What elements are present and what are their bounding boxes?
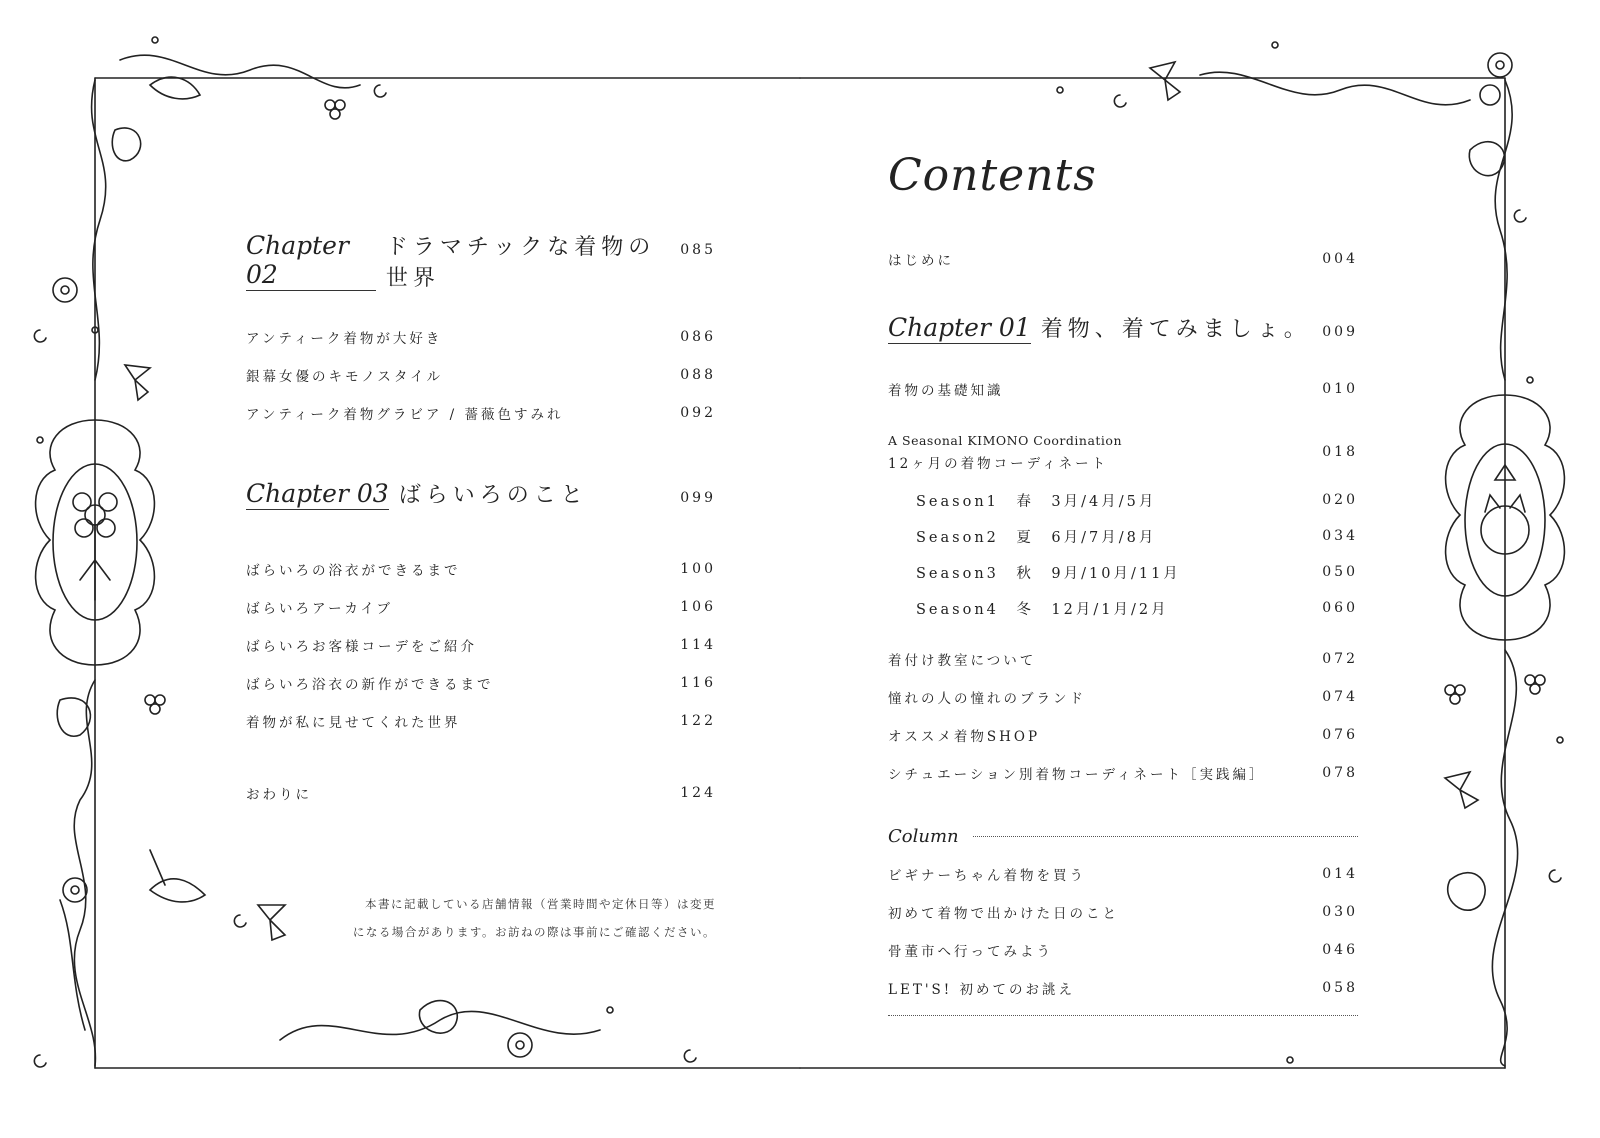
toc-item[interactable]	[246, 550, 716, 588]
dotted-rule	[973, 836, 1358, 837]
toc-item[interactable]	[246, 318, 716, 356]
toc-item-title: はじめに	[888, 253, 954, 269]
note-line: 本書に記載している店舗情報（営業時間や定休日等）は変更	[365, 897, 716, 911]
toc-item-title: ばらいろの浴衣ができるまで	[246, 563, 461, 579]
toc-item-title: 憧れの人の憧れのブランド	[888, 691, 1086, 707]
column-label: Column	[888, 826, 959, 847]
toc-item-title: 12ヶ月の着物コーディネート	[888, 455, 1109, 472]
toc-item-title: Season1 春 3月/4月/5月	[916, 493, 1157, 510]
toc-item-season[interactable]	[888, 590, 1358, 626]
page-number: 030	[1322, 904, 1358, 920]
toc-item-title: アンティーク着物が大好き	[246, 331, 443, 347]
page-number: 088	[680, 367, 716, 383]
page-number: 124	[680, 785, 716, 801]
page-number: 085	[680, 242, 716, 258]
toc-item-column[interactable]	[888, 855, 1358, 893]
toc-item-season[interactable]	[888, 482, 1358, 518]
toc-item-season[interactable]	[888, 554, 1358, 590]
contents-title: Contents	[888, 150, 1097, 201]
page-number: 114	[680, 637, 716, 653]
dotted-rule	[888, 1015, 1358, 1016]
toc-item-title: 骨董市へ行ってみよう	[888, 944, 1053, 960]
toc-item[interactable]	[246, 626, 716, 664]
toc-item-title: アンティーク着物グラビア / 薔薇色すみれ	[246, 407, 564, 423]
toc-item-title: ビギナーちゃん着物を買う	[888, 868, 1086, 884]
toc-item-title: オススメ着物SHOP	[888, 729, 1041, 745]
toc-item-season[interactable]	[888, 518, 1358, 554]
toc-item[interactable]	[888, 640, 1358, 678]
chapter-title: 着物、着てみましょ。	[1040, 317, 1311, 342]
page-number: 122	[680, 713, 716, 729]
page-number: 020	[1322, 492, 1358, 508]
chapter-title: ドラマチックな着物の世界	[385, 235, 656, 291]
toc-item-title: Season3 秋 9月/10月/11月	[916, 565, 1181, 582]
chapter-03-heading[interactable]	[246, 478, 716, 510]
toc-item[interactable]	[246, 588, 716, 626]
chapter-01-heading[interactable]	[888, 312, 1358, 344]
page-number: 099	[680, 490, 716, 506]
chapter-label: Chapter 01	[888, 313, 1031, 342]
toc-item-title: ばらいろ浴衣の新作ができるまで	[246, 677, 494, 693]
toc-item[interactable]	[246, 664, 716, 702]
page-number: 116	[680, 675, 716, 691]
page-number: 009	[1322, 324, 1358, 340]
page-number: 074	[1322, 689, 1358, 705]
toc-item-title: 着物が私に見せてくれた世界	[246, 715, 461, 731]
toc-item-title: 着物の基礎知識	[888, 383, 1004, 399]
page-number: 076	[1322, 727, 1358, 743]
toc-item[interactable]	[246, 702, 716, 740]
toc-item-title: ばらいろお客様コーデをご紹介	[246, 639, 477, 655]
toc-item-seasonal[interactable]	[888, 422, 1358, 482]
page-number: 106	[680, 599, 716, 615]
toc-item-title: 初めて着物で出かけた日のこと	[888, 906, 1119, 922]
right-page-toc	[888, 150, 1358, 1016]
page-number: 010	[1322, 381, 1358, 397]
toc-item-column[interactable]	[888, 893, 1358, 931]
chapter-title: ばらいろのこと	[398, 483, 588, 508]
page-number: 046	[1322, 942, 1358, 958]
toc-item[interactable]	[246, 394, 716, 432]
page-number: 050	[1322, 564, 1358, 580]
toc-item-title: Season2 夏 6月/7月/8月	[916, 529, 1157, 546]
page-number: 014	[1322, 866, 1358, 882]
toc-item-title: Season4 冬 12月/1月/2月	[916, 601, 1169, 618]
toc-item-title: シチュエーション別着物コーディネート［実践編］	[888, 767, 1266, 783]
toc-item-title: 銀幕女優のキモノスタイル	[246, 369, 444, 385]
page-number: 004	[1322, 251, 1358, 267]
toc-item[interactable]	[888, 754, 1358, 792]
page-number: 092	[680, 405, 716, 421]
page-number: 018	[1322, 444, 1358, 460]
toc-item[interactable]	[888, 678, 1358, 716]
toc-item-column[interactable]	[888, 931, 1358, 969]
toc-item[interactable]	[246, 356, 716, 394]
toc-item-column[interactable]	[888, 969, 1358, 1007]
toc-item-title: おわりに	[246, 787, 312, 803]
page-number: 060	[1322, 600, 1358, 616]
page-number: 058	[1322, 980, 1358, 996]
page-number: 034	[1322, 528, 1358, 544]
store-info-note	[246, 890, 716, 946]
toc-item-title: ばらいろアーカイブ	[246, 601, 394, 617]
toc-item[interactable]	[888, 716, 1358, 754]
page-number: 078	[1322, 765, 1358, 781]
page-number: 100	[680, 561, 716, 577]
toc-item-intro[interactable]	[888, 240, 1358, 278]
toc-item-title: LET'S! 初めてのお誂え	[888, 982, 1075, 998]
column-heading	[888, 826, 1358, 847]
toc-item-outro[interactable]	[246, 774, 716, 812]
chapter-label: Chapter 03	[246, 479, 389, 508]
toc-item-subtitle: A Seasonal KIMONO Coordination	[888, 432, 1123, 448]
toc-item[interactable]	[888, 370, 1358, 408]
chapter-label: Chapter 02	[246, 231, 376, 291]
toc-item-title: 着付け教室について	[888, 653, 1037, 669]
note-line: になる場合があります。お訪ねの際は事前にご確認ください。	[352, 925, 716, 939]
chapter-02-heading[interactable]	[246, 230, 716, 292]
left-page-toc	[246, 230, 716, 946]
page-number: 086	[680, 329, 716, 345]
page-number: 072	[1322, 651, 1358, 667]
